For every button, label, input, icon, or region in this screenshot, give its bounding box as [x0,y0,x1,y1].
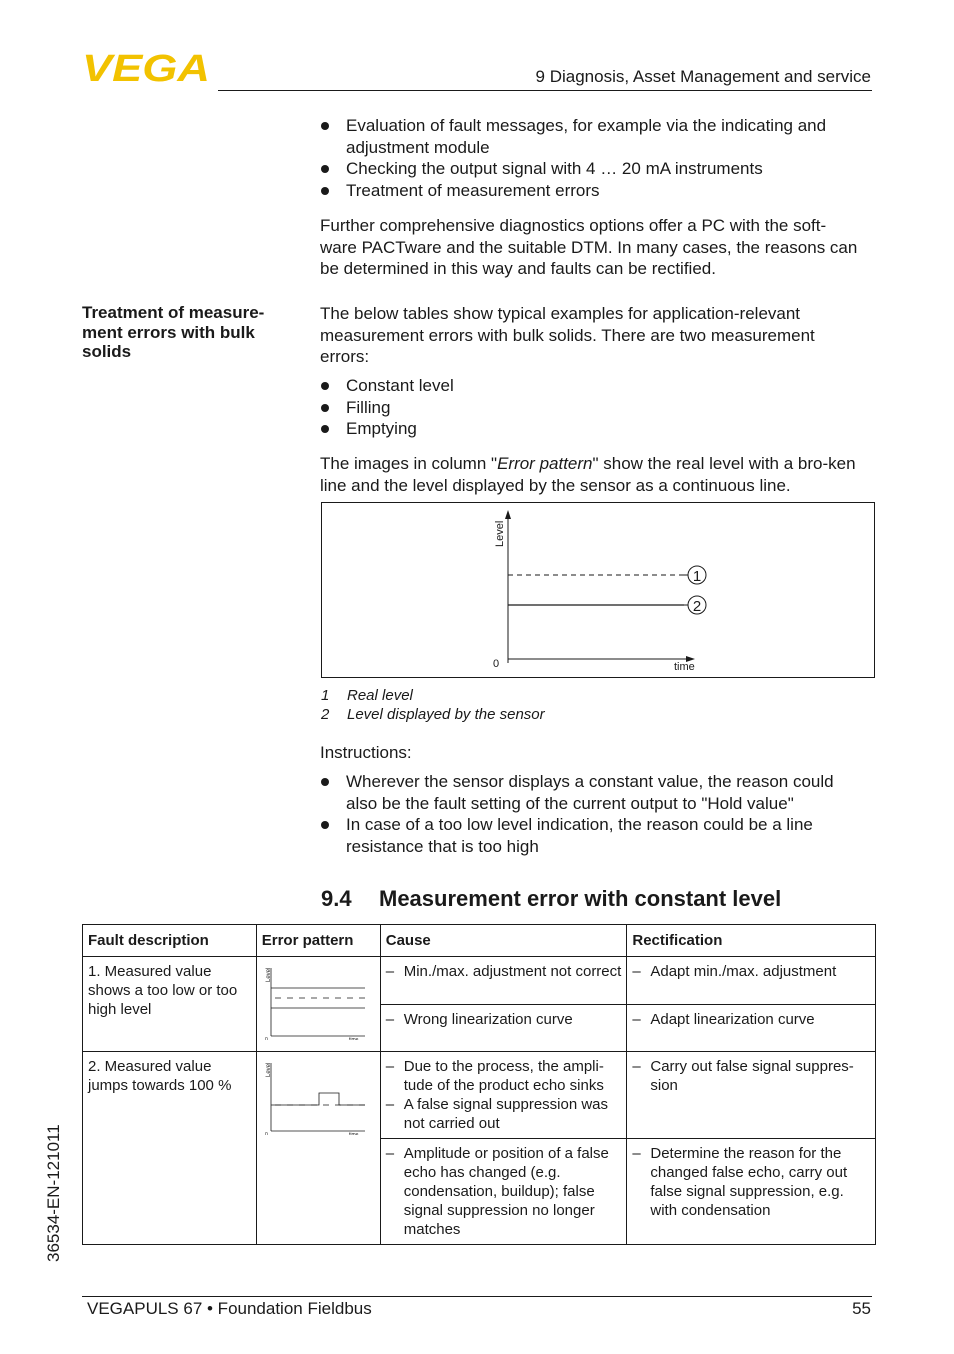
page-number: 55 [852,1299,871,1318]
rectification-cell: – Carry out false signal suppres-sion [627,1052,876,1139]
list-item: Constant level [320,375,860,397]
intro-bullet-list [320,115,860,201]
list-item: Checking the output signal with 4 … 20 mA instruments [320,158,860,180]
error-pattern-graph [261,964,371,1040]
rectification-cell: – Determine the reason for the changed false echo, carry out false signal suppression, e.g. with condensation [627,1139,876,1245]
legend-item: 2 Level displayed by the sensor [321,706,545,723]
mini-time-label: time [348,1037,359,1040]
x-axis-label: time [674,661,695,673]
table-row [83,1052,876,1139]
chapter-title: 9 Diagnosis, Asset Management and service [535,67,871,86]
column-header: Fault description [83,925,257,957]
marker-2-label: 2 [692,598,702,615]
error-pattern-cell [256,1052,380,1245]
treatment-paragraph: The below tables show typical examples for application-relevant measurement errors with bulk solids. There are two measurement errors: [320,304,815,366]
level-chart [322,503,874,677]
fault-description-cell: 2. Measured value jumps towards 100 % [83,1052,257,1245]
mini-level-label: Level [265,967,272,982]
y-axis-label: Level [494,520,506,547]
images-paragraph: The images in column "Error pattern" show the real level with a bro-ken line and the level displayed by the sensor as a continuous line. [320,454,856,495]
cause-cell: – Due to the process, the ampli-tude of the product echo sinks – A false signal suppression was not carried out [380,1052,627,1139]
svg-text:VEGA: VEGA [82,50,210,84]
list-item: Evaluation of fault messages, for example via the indicating and adjustment module [320,115,860,158]
error-pattern-graph [261,1059,371,1135]
table-row [83,957,876,1005]
cause-cell: – Min./max. adjustment not correct [380,957,627,1005]
column-header: Error pattern [256,925,380,957]
rectification-cell: – Adapt linearization curve [627,1005,876,1052]
mini-zero-label: 0 [264,1037,268,1040]
list-item: Treatment of measurement errors [320,180,860,202]
table-header-row [83,925,876,957]
cause-cell: – Amplitude or position of a false echo has changed (e.g. condensation, buildup); false signal suppression no longer matches [380,1139,627,1245]
rectification-cell: – Adapt min./max. adjustment [627,957,876,1005]
y-axis-arrow [505,510,511,519]
instructions-label: Instructions: [320,743,412,762]
document-code: 36534-EN-121011 [44,1124,63,1262]
mini-level-label: Level [265,1062,272,1077]
fault-description-cell: 1. Measured value shows a too low or too high level [83,957,257,1052]
column-header: Cause [380,925,627,957]
vega-logo [82,50,212,84]
mini-time-label: time [348,1132,359,1135]
section-heading: 9.4 Measurement error with constant level [321,886,782,911]
error-type-list [320,375,860,440]
figure-legend [321,686,545,724]
intro-paragraph: Further comprehensive diagnostics options offer a PC with the soft-ware PACTware and the suitable DTM. In many cases, the reasons can be determined in this way and faults can be rectified. [320,216,858,278]
footer-divider [82,1296,872,1297]
level-figure [321,502,875,678]
header-divider [218,90,872,91]
instructions-list [320,771,865,857]
cause-cell: – Wrong linearization curve [380,1005,627,1052]
error-pattern-cell [256,957,380,1052]
list-item: In case of a too low level indication, the reason could be a line resistance that is too high [320,814,865,857]
displayed-level-jump [271,1093,365,1105]
marker-1-label: 1 [692,568,702,585]
footer-product: VEGAPULS 67 • Foundation Fieldbus [87,1299,372,1318]
list-item: Filling [320,397,860,419]
column-header: Rectification [627,925,876,957]
fault-table [82,924,876,1245]
list-item: Wherever the sensor displays a constant value, the reason could also be the fault setting of the current output to "Hold value" [320,771,865,814]
sidebar-heading: Treatment of measure-ment errors with bulk solids [82,303,265,361]
legend-item: 1 Real level [321,687,413,704]
list-item: Emptying [320,418,860,440]
origin-label: 0 [493,658,500,670]
mini-zero-label: 0 [264,1132,268,1135]
